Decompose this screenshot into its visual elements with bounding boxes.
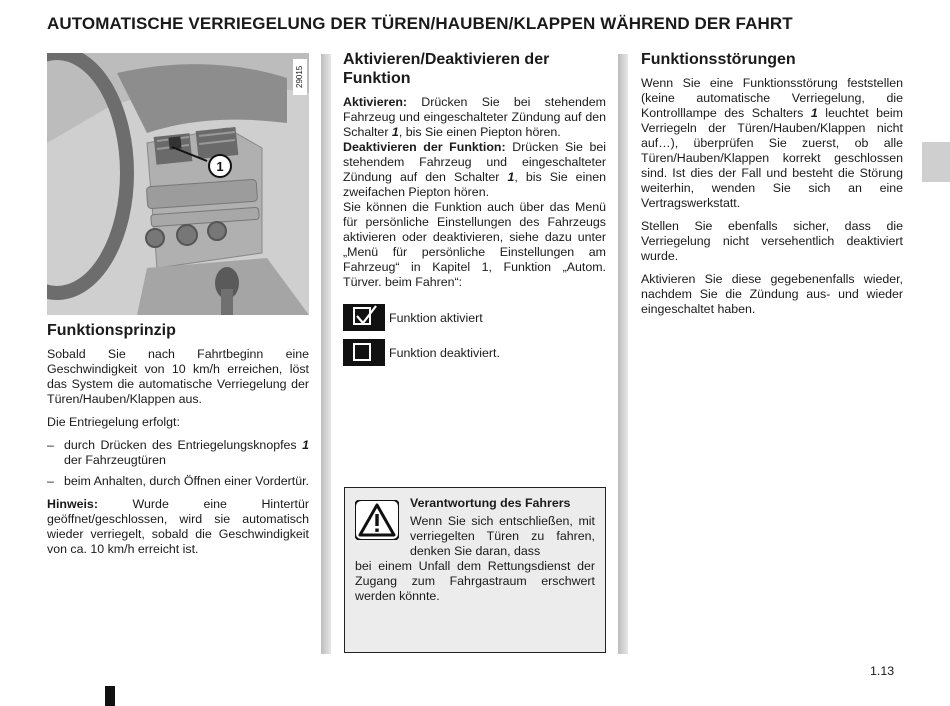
checkbox-unchecked-icon	[343, 339, 385, 366]
dashboard-photo	[47, 53, 309, 315]
section-heading-principle: Funktionsprinzip	[47, 322, 176, 339]
warning-title: Verantwortung des Fahrers	[410, 496, 571, 510]
status-row-deactivated	[343, 339, 606, 366]
note-paragraph: Hinweis: Wurde eine Hintertür geöffnet/geschlossen, wird sie automatisch wieder verriegelt, sobald die Geschwindigkeit von ca. 10 km/h erreicht ist.	[47, 497, 309, 556]
status-label-deactivated: Funktion deaktiviert.	[389, 345, 500, 360]
column-divider-left	[321, 54, 331, 654]
status-row-activated	[343, 304, 606, 331]
unlock-intro: Die Entriegelung erfolgt:	[47, 415, 180, 429]
unlock-list	[47, 438, 309, 489]
deactivate-paragraph: Deaktivieren der Funktion: Drücken Sie bei stehendem Fahrzeug und eingeschalteter Zündung auf den Schalter 1, bis Sie einen zweifachen Piepton hören.	[343, 140, 606, 199]
column-functional-principle	[47, 50, 309, 565]
page-number: 1.13	[870, 664, 895, 678]
section-heading-activate: Aktivieren/Deaktivieren der Funktion	[343, 51, 550, 87]
column-malfunctions	[641, 50, 903, 325]
warning-text-part1: Wenn Sie sich entschließen, mit verriegelten Türen zu fahren, denken Sie daran, dass	[410, 514, 595, 558]
chapter-tab-marker	[922, 142, 950, 182]
list-item: – durch Drücken des Entriegelungsknopfes 1 der Fahrzeugtüren	[47, 438, 309, 468]
dashboard-illustration	[47, 53, 309, 315]
activate-paragraph: Aktivieren: Drücken Sie bei stehendem Fahrzeug und eingeschalteter Zündung auf den Schalter 1, bis Sie einen Piepton hören.	[343, 95, 606, 139]
warning-triangle-icon	[355, 500, 399, 540]
section-heading-malfunctions: Funktionsstörungen	[641, 51, 796, 68]
list-item: – beim Anhalten, durch Öffnen einer Vordertür.	[47, 474, 309, 489]
column-activate-deactivate	[343, 50, 606, 366]
column-divider-right	[618, 54, 628, 654]
principle-intro: Sobald Sie nach Fahrtbeginn eine Geschwindigkeit von 10 km/h erreichen, löst das System die automatische Verriegelung der Türen/Hauben/Klappen aus.	[47, 347, 309, 406]
status-label-activated: Funktion aktiviert	[389, 310, 483, 325]
driver-responsibility-warning	[344, 487, 606, 653]
checkbox-checked-icon	[343, 304, 385, 331]
malfunction-paragraph-2: Stellen Sie ebenfalls sicher, dass die Verriegelung nicht versehentlich deaktiviert wurde.	[641, 219, 903, 263]
malfunction-paragraph-1: Wenn Sie eine Funktionsstörung feststellen (keine automatische Verriegelung, die Kontrolllampe des Schalters 1 leuchtet beim Verriegeln der Türen/Hauben/Klappen nicht auf…), überprüfen Sie zuerst, ob alle Türen/Hauben/Klappen korrekt geschlossen sind. Ist dies der Fall und besteht die Störung weiterhin, wenden Sie sich an eine Vertragswerkstatt.	[641, 76, 903, 210]
malfunction-paragraph-3: Aktivieren Sie diese gegebenenfalls wieder, nachdem Sie die Zündung aus- und wieder eingeschaltet haben.	[641, 272, 903, 316]
print-crop-mark	[105, 686, 115, 706]
menu-paragraph: Sie können die Funktion auch über das Menü für persönliche Einstellungen des Fahrzeugs aktivieren oder deaktivieren, siehe dazu unter „Menü für persönliche Einstellungen am Fahrzeug“ in Kapitel 1, Funktion „Autom. Türver. beim Fahren“:	[343, 200, 606, 289]
photo-reference-number: 29015	[293, 59, 307, 95]
warning-text-part2: bei einem Unfall dem Rettungsdienst der Zugang zum Fahrgastraum erschwert werden könnte.	[355, 559, 595, 603]
callout-number: 1	[216, 159, 224, 174]
page-title: AUTOMATISCHE VERRIEGELUNG DER TÜREN/HAUBEN/KLAPPEN WÄHREND DER FAHRT	[47, 14, 793, 33]
